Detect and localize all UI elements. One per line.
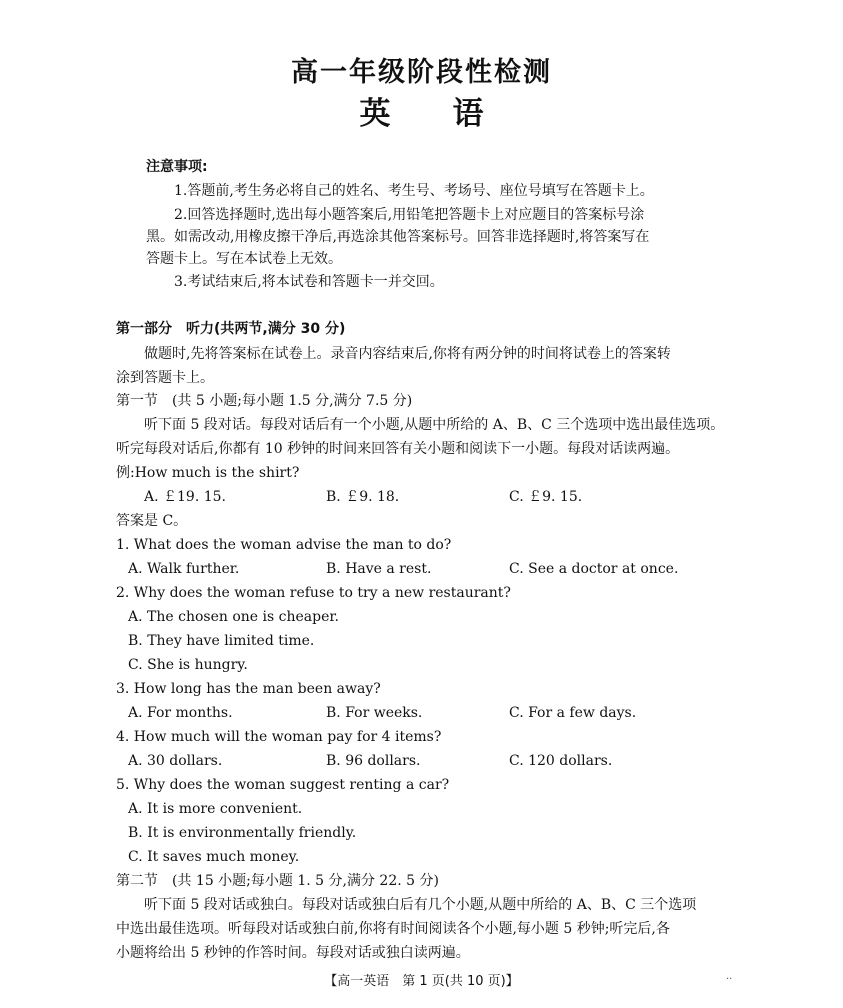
example-option-a: A. ￡19. 15. bbox=[144, 489, 226, 505]
notice-line-2a: 2.回答选择题时,选出每小题答案后,用铅笔把答题卡上对应题目的答案标号涂 bbox=[174, 207, 645, 223]
q1-option-a: A. Walk further. bbox=[128, 561, 240, 577]
page-footer: 【高一英语 第 1 页(共 10 页)】 bbox=[324, 974, 519, 989]
example-option-b: B. ￡9. 18. bbox=[326, 489, 400, 505]
example-option-c: C. ￡9. 15. bbox=[509, 489, 583, 505]
footer-mark: ·· bbox=[726, 974, 733, 985]
q5-option-a: A. It is more convenient. bbox=[128, 801, 303, 817]
q3-option-c: C. For a few days. bbox=[509, 705, 637, 721]
question-2: 2. Why does the woman refuse to try a new restaurant? bbox=[116, 585, 511, 601]
notice-line-1: 1.答题前,考生务必将自己的姓名、考生号、考场号、座位号填写在答题卡上。 bbox=[174, 183, 654, 199]
question-3: 3. How long has the man been away? bbox=[116, 681, 381, 697]
q4-option-b: B. 96 dollars. bbox=[326, 753, 421, 769]
q3-option-a: A. For months. bbox=[128, 705, 233, 721]
section2-intro-a: 听下面 5 段对话或独白。每段对话或独白后有几个小题,从题中所给的 A、B、C 三个选项 bbox=[144, 897, 697, 913]
q4-option-a: A. 30 dollars. bbox=[128, 753, 223, 769]
q5-option-b: B. It is environmentally friendly. bbox=[128, 825, 357, 841]
section1-heading: 第一节 (共 5 小题;每小题 1.5 分,满分 7.5 分) bbox=[116, 393, 413, 409]
part1-intro-b: 涂到答题卡上。 bbox=[116, 370, 214, 386]
q4-option-c: C. 120 dollars. bbox=[509, 753, 613, 769]
part1-heading: 第一部分 听力(共两节,满分 30 分) bbox=[116, 321, 346, 337]
q2-option-c: C. She is hungry. bbox=[128, 657, 248, 673]
notice-line-3: 3.考试结束后,将本试卷和答题卡一并交回。 bbox=[174, 274, 444, 290]
part1-intro-a: 做题时,先将答案标在试卷上。录音内容结束后,你将有两分钟的时间将试卷上的答案转 bbox=[144, 346, 671, 362]
subject-title: 英语 bbox=[359, 96, 546, 132]
q2-option-b: B. They have limited time. bbox=[128, 633, 315, 649]
q5-option-c: C. It saves much money. bbox=[128, 849, 300, 865]
section2-intro-b: 中选出最佳选项。听每段对话或独白前,你将有时间阅读各个小题,每小题 5 秒钟;听完后,各 bbox=[116, 921, 670, 937]
section1-intro-b: 听完每段对话后,你都有 10 秒钟的时间来回答有关小题和阅读下一小题。每段对话读两遍。 bbox=[116, 441, 680, 457]
q2-option-a: A. The chosen one is cheaper. bbox=[128, 609, 339, 625]
q3-option-b: B. For weeks. bbox=[326, 705, 423, 721]
section1-intro-a: 听下面 5 段对话。每段对话后有一个小题,从题中所给的 A、B、C 三个选项中选出最佳选项。 bbox=[144, 417, 725, 433]
q1-option-b: B. Have a rest. bbox=[326, 561, 432, 577]
question-5: 5. Why does the woman suggest renting a car? bbox=[116, 777, 450, 793]
q1-option-c: C. See a doctor at once. bbox=[509, 561, 679, 577]
exam-title: 高一年级阶段性检测 bbox=[291, 57, 552, 88]
notice-line-2b: 黑。如需改动,用橡皮擦干净后,再选涂其他答案标号。回答非选择题时,将答案写在 bbox=[146, 229, 650, 245]
question-1: 1. What does the woman advise the man to do? bbox=[116, 537, 452, 553]
notice-line-2c: 答题卡上。写在本试卷上无效。 bbox=[146, 251, 342, 267]
section2-heading: 第二节 (共 15 小题;每小题 1. 5 分,满分 22. 5 分) bbox=[116, 873, 439, 889]
notice-heading: 注意事项: bbox=[146, 159, 208, 175]
example-question: 例:How much is the shirt? bbox=[116, 465, 300, 481]
example-answer: 答案是 C。 bbox=[116, 513, 188, 529]
question-4: 4. How much will the woman pay for 4 items? bbox=[116, 729, 442, 745]
section2-intro-c: 小题将给出 5 秒钟的作答时间。每段对话或独白读两遍。 bbox=[116, 945, 470, 961]
